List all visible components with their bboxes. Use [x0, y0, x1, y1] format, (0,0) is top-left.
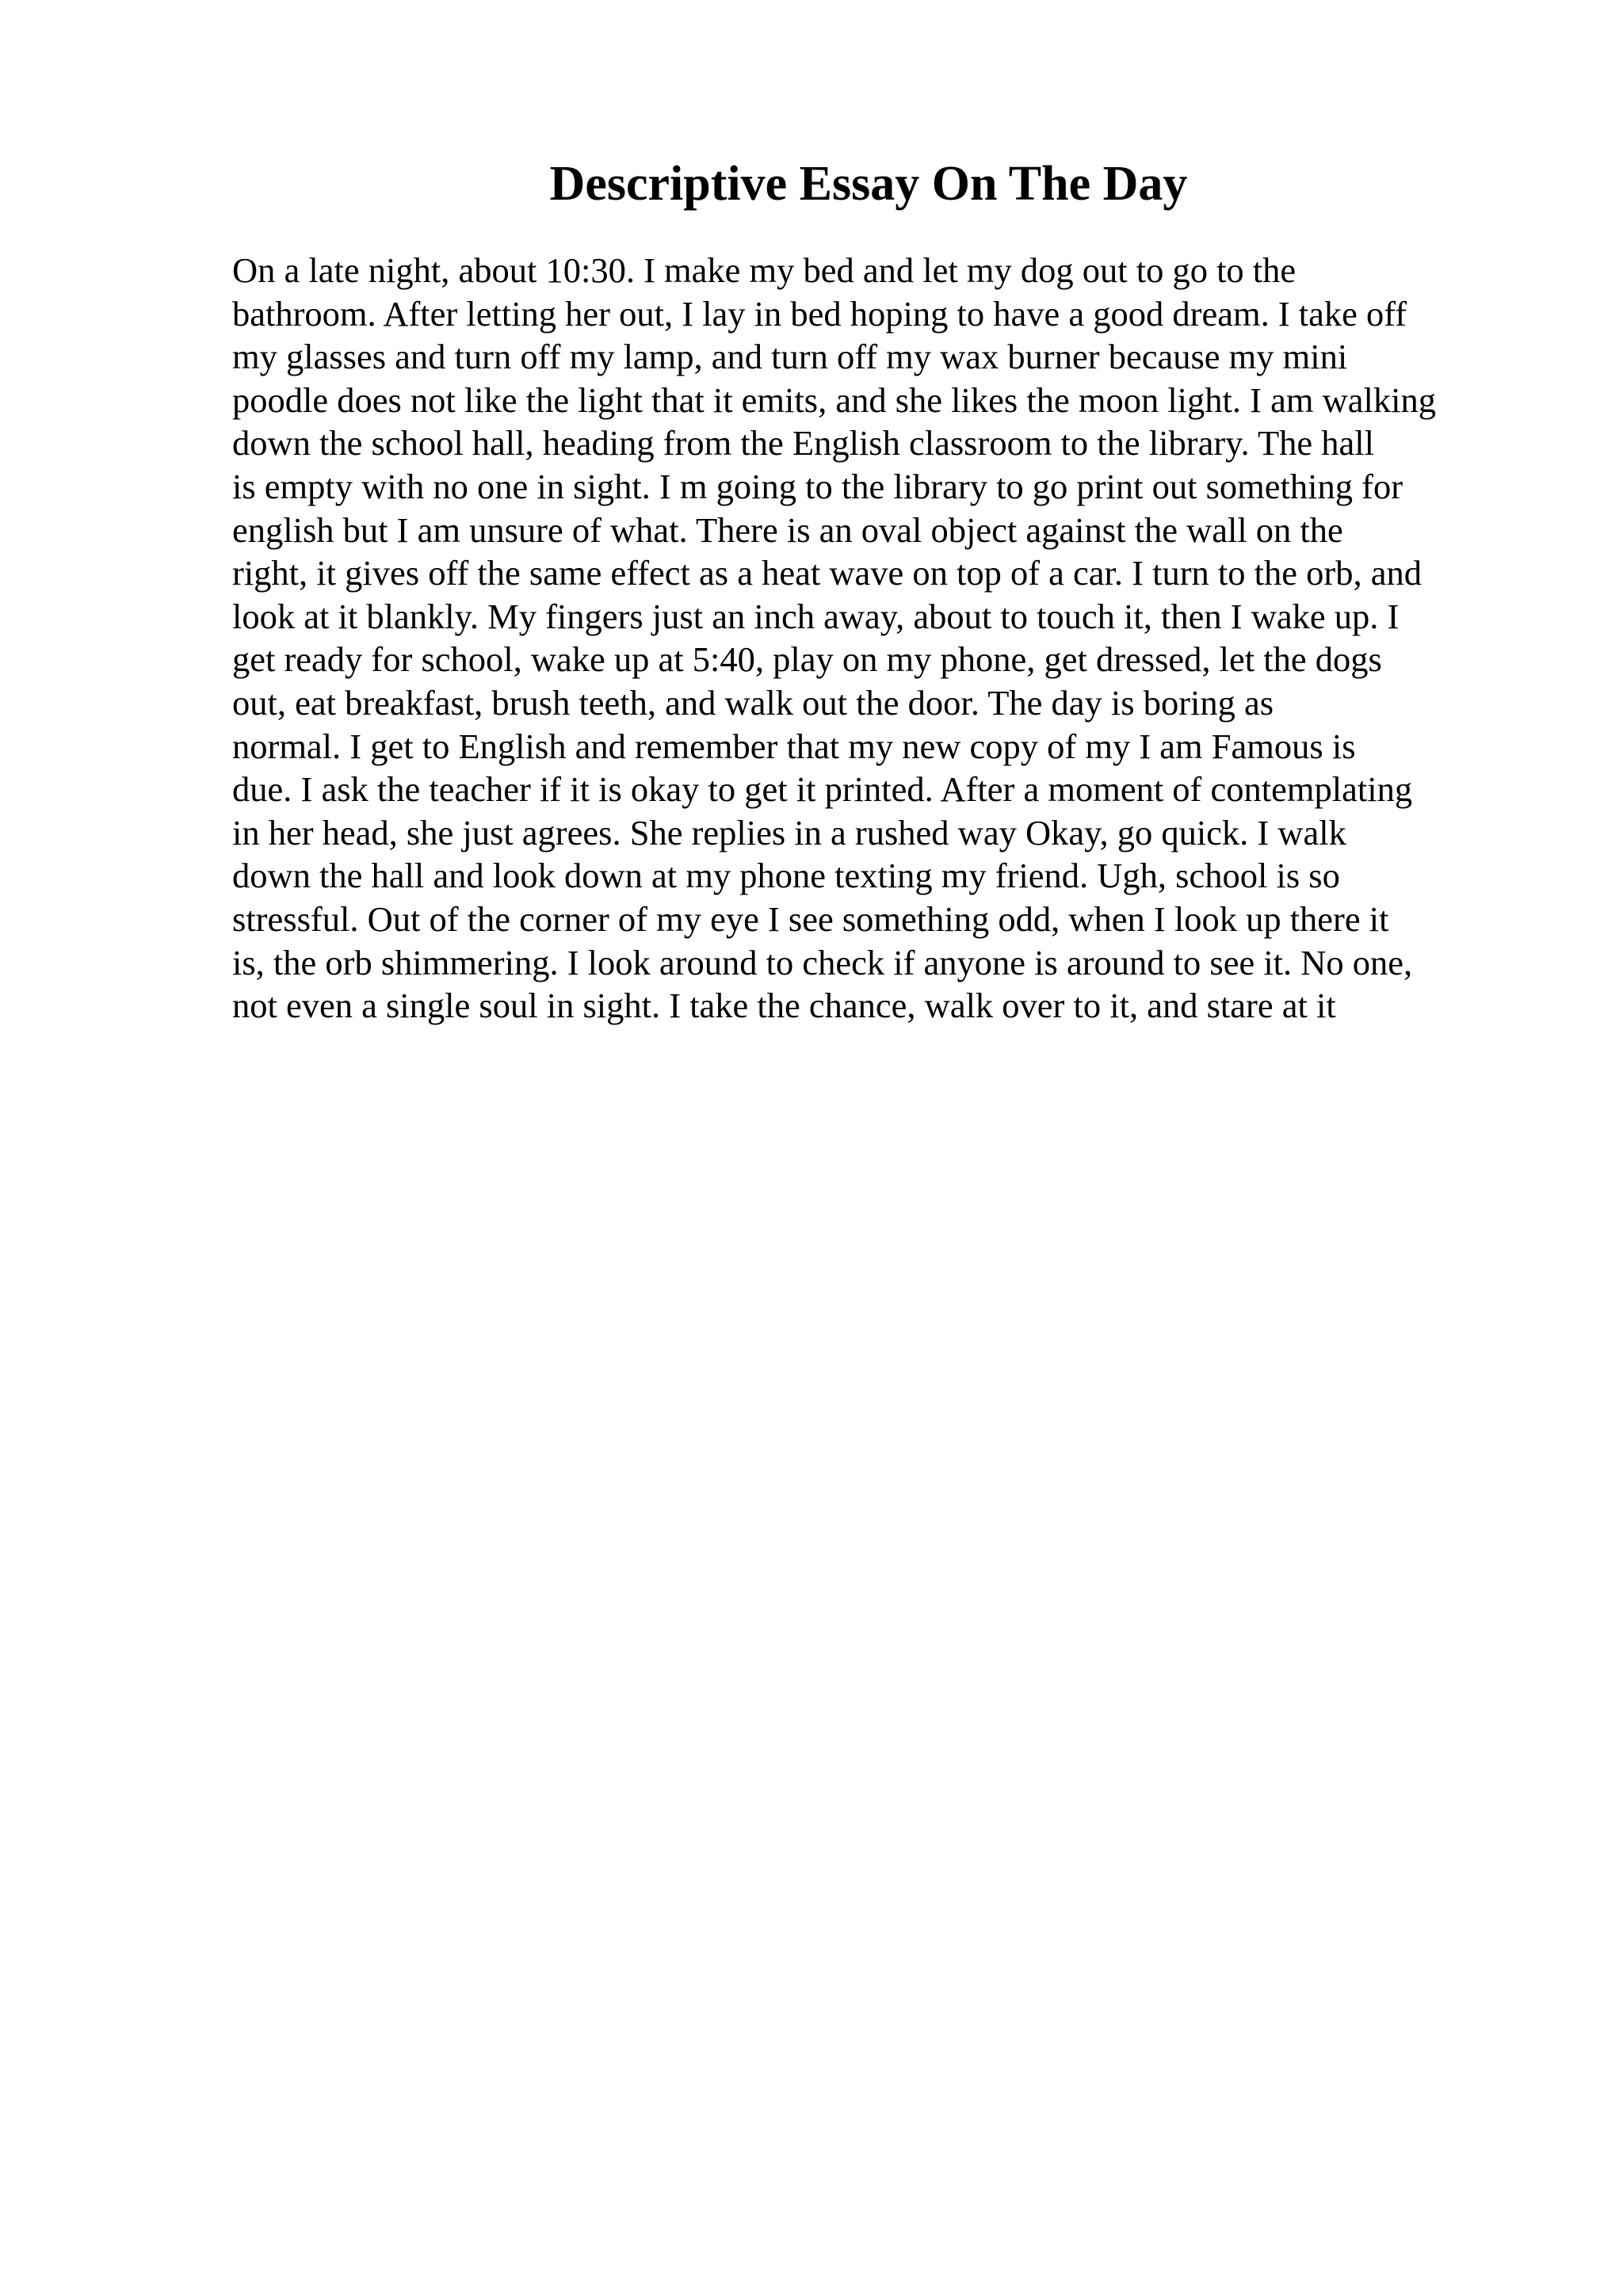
body-text-line: right, it gives off the same effect as a heat wave on top of a car. I turn to the orb, and: [232, 553, 1422, 593]
body-text-line: look at it blankly. My fingers just an inch away, about to touch it, then I wake up. I: [232, 596, 1400, 636]
body-text-line: down the hall and look down at my phone texting my friend. Ugh, school is so: [232, 856, 1340, 896]
body-text-line: On a late night, about 10:30. I make my bed and let my dog out to go to the: [232, 250, 1296, 290]
body-text-line: in her head, she just agrees. She replies in a rushed way Okay, go quick. I walk: [232, 812, 1346, 852]
body-text-line: down the school hall, heading from the English classroom to the library. The hall: [232, 423, 1374, 463]
body-text-line: out, eat breakfast, brush teeth, and walk out the door. The day is boring as: [232, 682, 1274, 723]
body-text-line: my glasses and turn off my lamp, and turn off my wax burner because my mini: [232, 337, 1348, 377]
document-title: Descriptive Essay On The Day: [549, 157, 1188, 211]
body-text-line: get ready for school, wake up at 5:40, play on my phone, get dressed, let the dogs: [232, 639, 1382, 680]
body-text-line: english but I am unsure of what. There is an oval object against the wall on the: [232, 509, 1343, 550]
document-body: [232, 249, 1595, 1028]
body-text-line: poodle does not like the light that it emits, and she likes the moon light. I am walking: [232, 379, 1436, 420]
body-text-line: normal. I get to English and remember that my new copy of my I am Famous is: [232, 726, 1356, 766]
body-text-line: stressful. Out of the corner of my eye I see something odd, when I look up there it: [232, 898, 1389, 939]
body-text-line: due. I ask the teacher if it is okay to get it printed. After a moment of contemplating: [232, 769, 1413, 810]
body-text-line: is empty with no one in sight. I m going to the library to go print out something for: [232, 466, 1403, 506]
body-text-line: not even a single soul in sight. I take the chance, walk over to it, and stare at it: [232, 986, 1336, 1026]
body-text-line: bathroom. After letting her out, I lay in bed hoping to have a good dream. I take off: [232, 293, 1407, 334]
body-text-line: is, the orb shimmering. I look around to check if anyone is around to see it. No one,: [232, 942, 1413, 982]
